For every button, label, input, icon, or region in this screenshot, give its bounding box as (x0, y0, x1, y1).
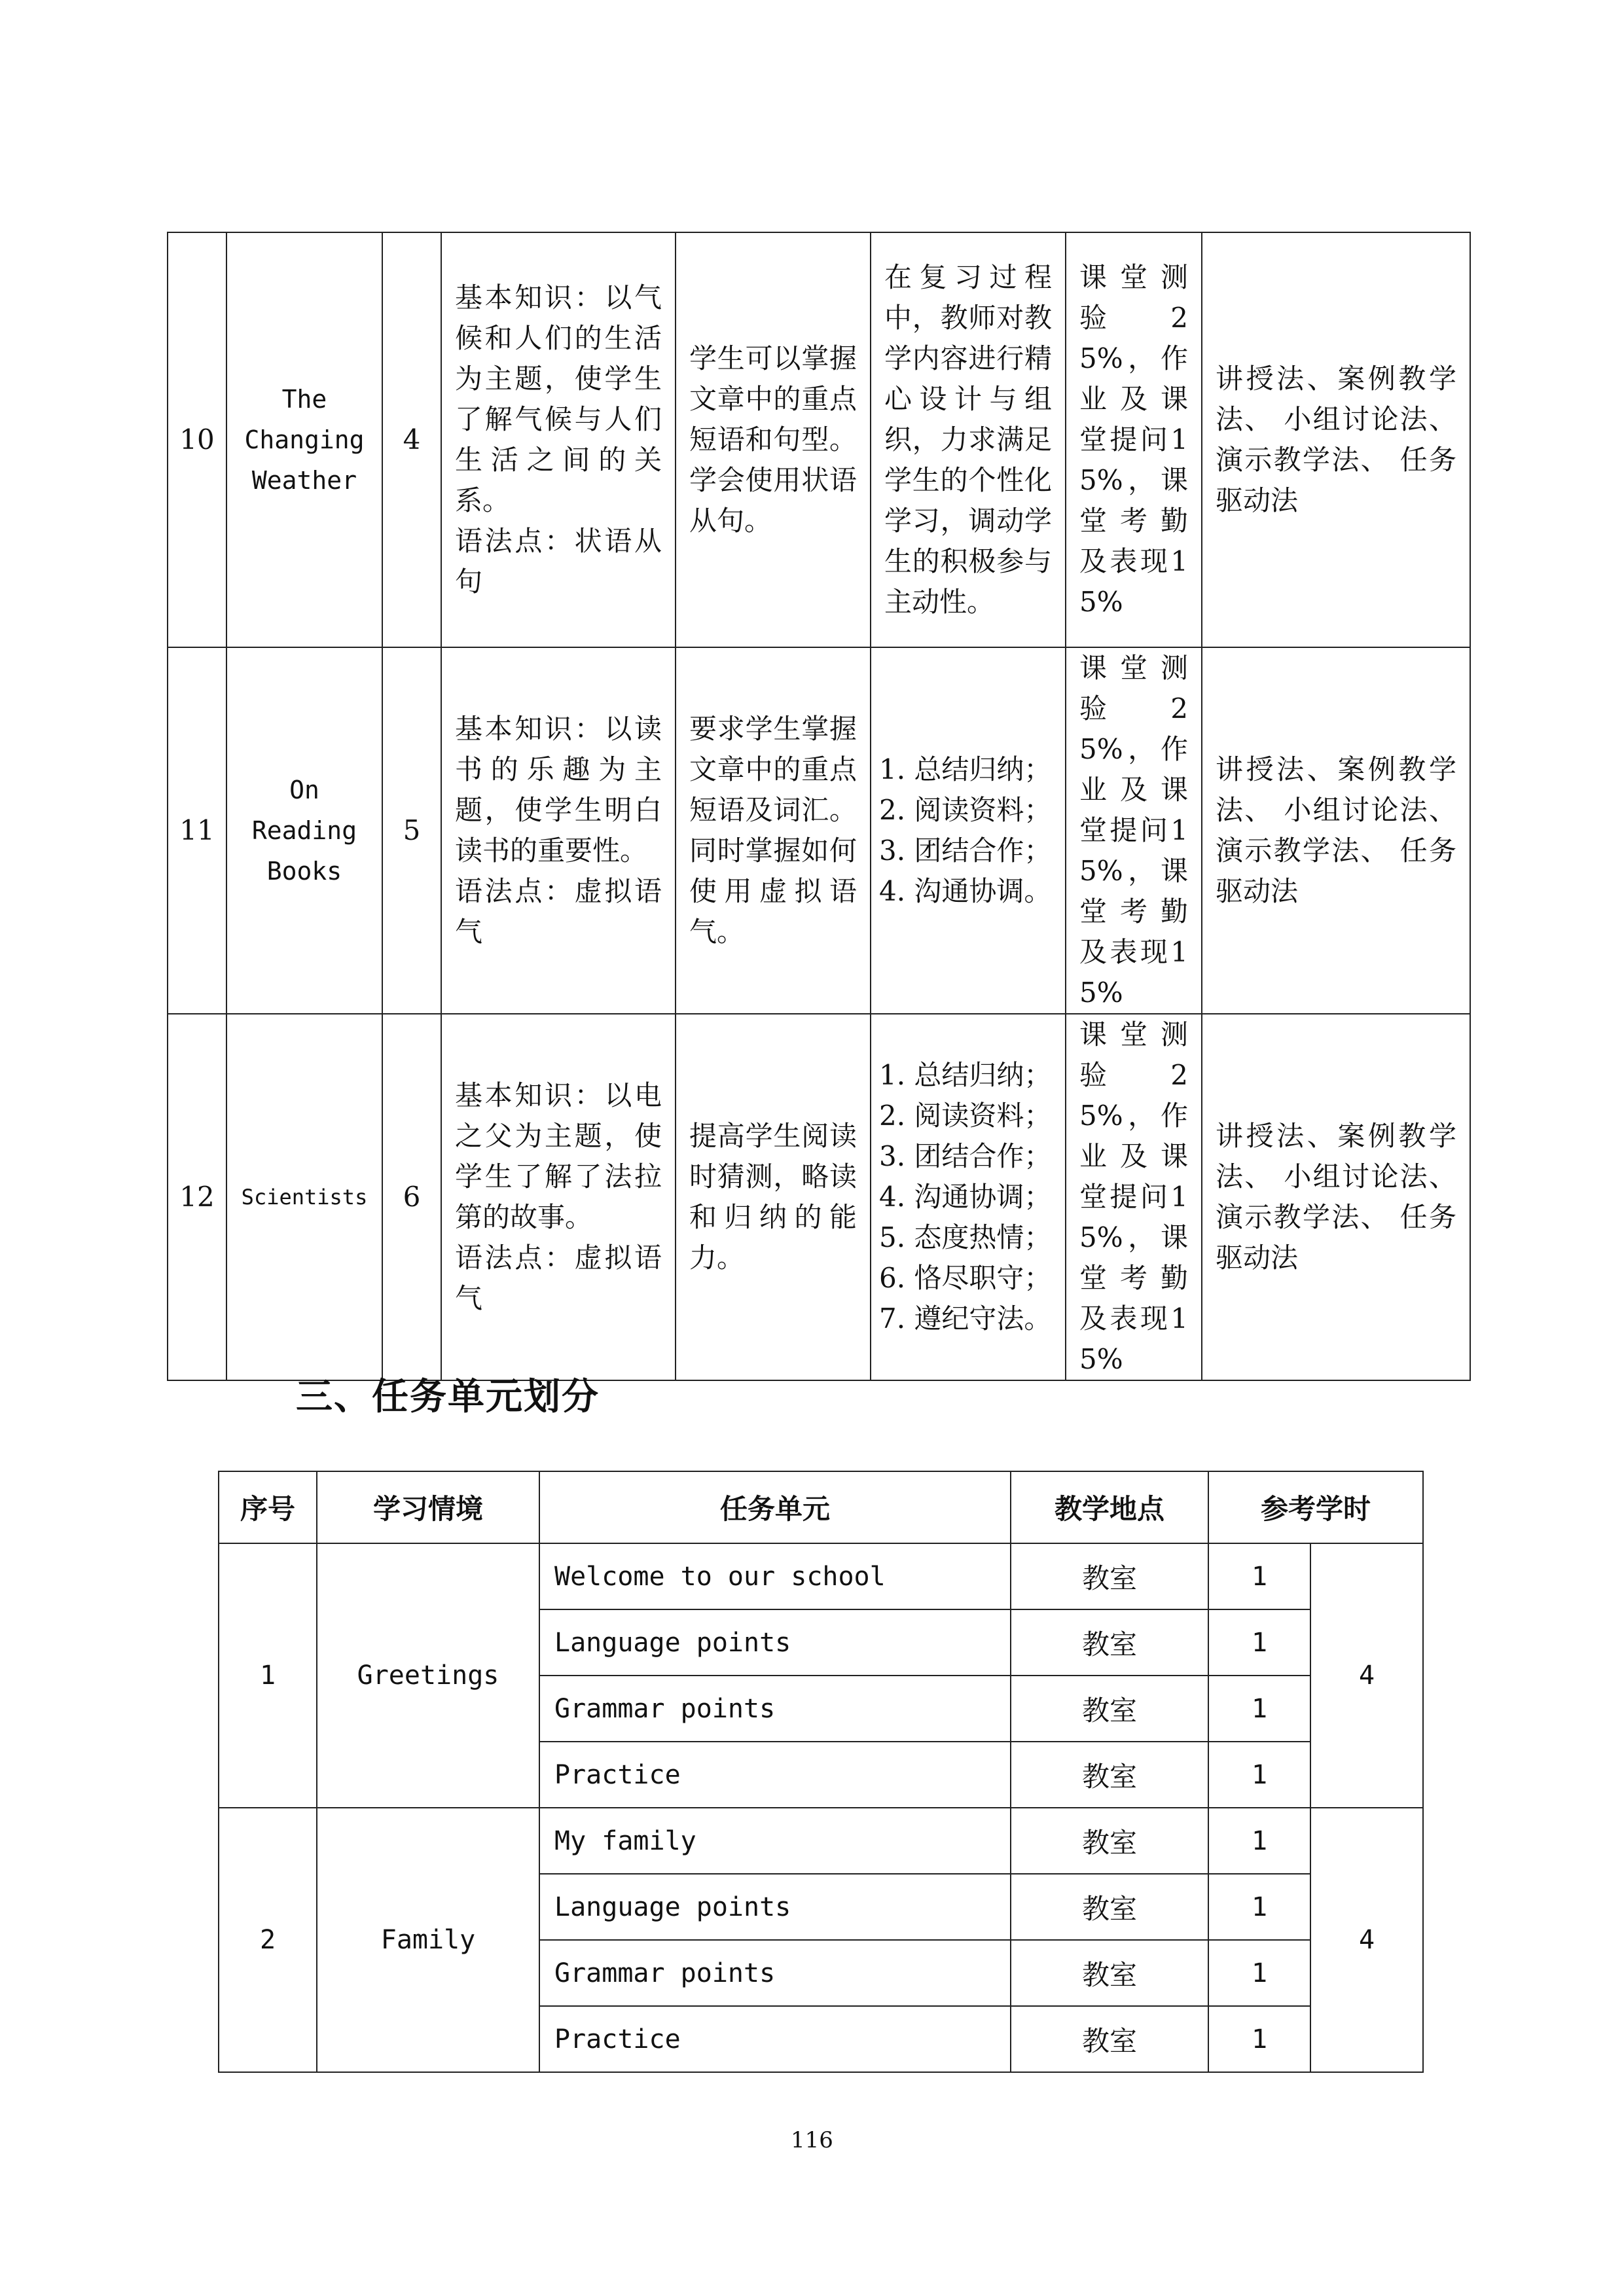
task-place: 教室 (1011, 1742, 1208, 1808)
task-place: 教室 (1011, 1609, 1208, 1676)
teaching-method: 讲授法、案例教学法、 小组讨论法、演示教学法、 任务驱动法 (1202, 1014, 1470, 1380)
evaluation-method: 课堂测验25%，作业及课堂提问15%，课堂考勤及表现15% (1066, 1014, 1202, 1380)
knowledge-objective: 基本知识：以读书的乐趣为主题，使学生明白读书的重要性。 语法点：虚拟语气 (441, 647, 676, 1014)
table-header-row (219, 1471, 1423, 1543)
table-row (219, 1543, 1423, 1609)
task-place: 教室 (1011, 2006, 1208, 2072)
task-name: My family (539, 1808, 1011, 1874)
task-hours: 1 (1208, 1808, 1310, 1874)
teaching-method: 讲授法、案例教学法、 小组讨论法、演示教学法、 任务驱动法 (1202, 232, 1470, 647)
unit-number: 12 (168, 1014, 226, 1380)
skill-objective: 提高学生阅读时猜测，略读和归纳的能力。 (676, 1014, 871, 1380)
group-number: 1 (219, 1543, 317, 1808)
task-hours: 1 (1208, 1676, 1310, 1742)
task-name: Language points (539, 1874, 1011, 1940)
ability-objective: 1. 总结归纳； 2. 阅读资料； 3. 团结合作； 4. 沟通协调； 5. 态度热情； 6. 恪尽职守； 7. 遵纪守法。 (871, 1014, 1066, 1380)
task-hours: 1 (1208, 2006, 1310, 2072)
unit-title: On Reading Books (226, 647, 382, 1014)
task-hours: 1 (1208, 1742, 1310, 1808)
skill-objective: 要求学生掌握文章中的重点短语及词汇。同时掌握如何使用虚拟语气。 (676, 647, 871, 1014)
ability-objective: 在复习过程中，教师对教学内容进行精心设计与组织，力求满足学生的个性化学习，调动学生的积极参与主动性。 (871, 232, 1066, 647)
task-hours: 1 (1208, 1874, 1310, 1940)
task-place: 教室 (1011, 1874, 1208, 1940)
header-hours: 参考学时 (1208, 1471, 1423, 1543)
course-content-table (167, 232, 1471, 1381)
unit-number: 10 (168, 232, 226, 647)
unit-title: Scientists (226, 1014, 382, 1380)
task-unit-table (218, 1471, 1424, 2073)
group-number: 2 (219, 1808, 317, 2072)
page-number: 116 (791, 2127, 833, 2153)
header-context: 学习情境 (317, 1471, 539, 1543)
task-name: Welcome to our school (539, 1543, 1011, 1609)
unit-number: 11 (168, 647, 226, 1014)
knowledge-objective: 基本知识：以气候和人们的生活为主题，使学生了解气候与人们生活之间的关系。 语法点：状语从句 (441, 232, 676, 647)
table-row (168, 1014, 1470, 1380)
task-hours: 1 (1208, 1940, 1310, 2006)
section-heading: 三、任务单元划分 (296, 1376, 600, 1418)
task-place: 教室 (1011, 1676, 1208, 1742)
task-hours: 1 (1208, 1609, 1310, 1676)
task-name: Grammar points (539, 1676, 1011, 1742)
learning-context: Family (317, 1808, 539, 2072)
evaluation-method: 课堂测验25%，作业及课堂提问15%，课堂考勤及表现15% (1066, 232, 1202, 647)
task-place: 教室 (1011, 1543, 1208, 1609)
table-row (168, 232, 1470, 647)
header-number: 序号 (219, 1471, 317, 1543)
task-name: Practice (539, 2006, 1011, 2072)
table-row (168, 647, 1470, 1014)
unit-hours: 6 (382, 1014, 441, 1380)
header-task: 任务单元 (539, 1471, 1011, 1543)
ability-objective: 1. 总结归纳； 2. 阅读资料； 3. 团结合作； 4. 沟通协调。 (871, 647, 1066, 1014)
unit-title: The Changing Weather (226, 232, 382, 647)
group-total-hours: 4 (1310, 1543, 1423, 1808)
task-place: 教室 (1011, 1808, 1208, 1874)
skill-objective: 学生可以掌握文章中的重点短语和句型。学会使用状语从句。 (676, 232, 871, 647)
evaluation-method: 课堂测验25%，作业及课堂提问15%，课堂考勤及表现15% (1066, 647, 1202, 1014)
header-place: 教学地点 (1011, 1471, 1208, 1543)
knowledge-objective: 基本知识：以电之父为主题，使学生了解了法拉第的故事。 语法点：虚拟语气 (441, 1014, 676, 1380)
learning-context: Greetings (317, 1543, 539, 1808)
task-name: Grammar points (539, 1940, 1011, 2006)
task-name: Practice (539, 1742, 1011, 1808)
task-hours: 1 (1208, 1543, 1310, 1609)
unit-hours: 4 (382, 232, 441, 647)
task-place: 教室 (1011, 1940, 1208, 2006)
unit-hours: 5 (382, 647, 441, 1014)
teaching-method: 讲授法、案例教学法、 小组讨论法、演示教学法、 任务驱动法 (1202, 647, 1470, 1014)
group-total-hours: 4 (1310, 1808, 1423, 2072)
task-name: Language points (539, 1609, 1011, 1676)
table-row (219, 1808, 1423, 1874)
